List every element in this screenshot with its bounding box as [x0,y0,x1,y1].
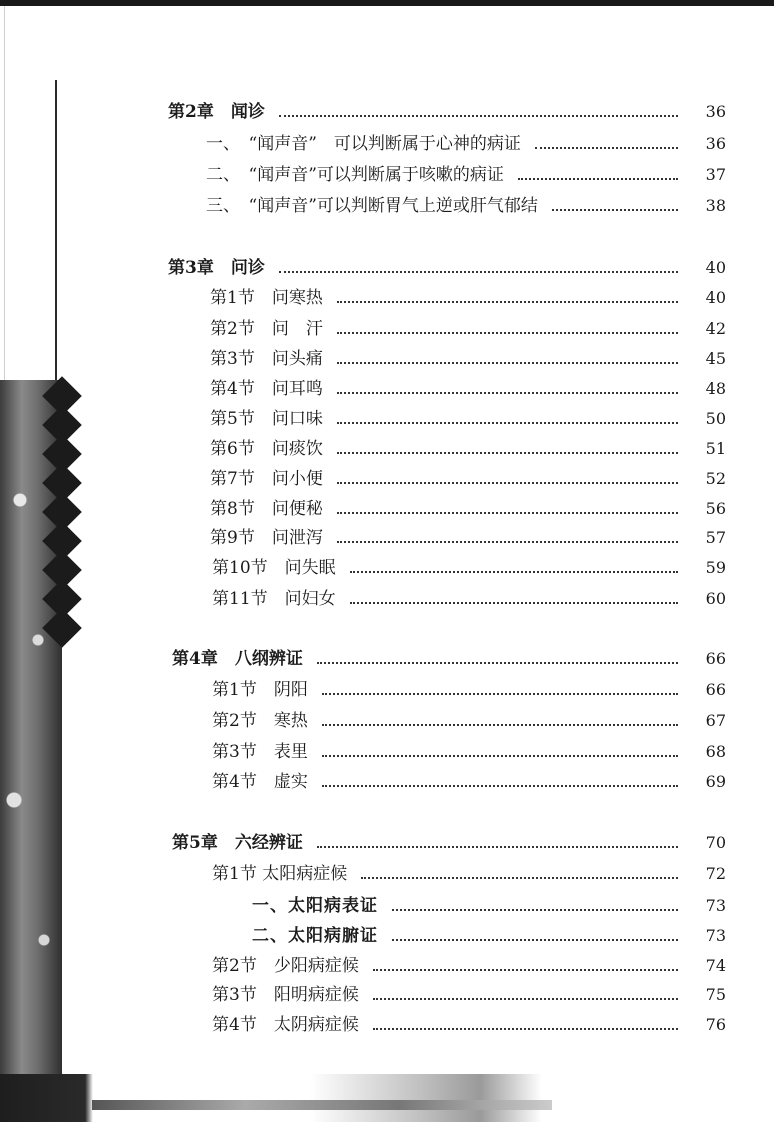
toc-label: 第3章 问诊 [168,258,265,278]
toc-label: 第10节 问失眠 [212,558,336,578]
toc-page-number: 48 [705,379,726,398]
decorative-vertical-line [55,80,57,400]
toc-page-number: 66 [705,649,726,668]
leader-dots [373,968,678,971]
toc-entry[interactable] [210,497,688,521]
toc-entry[interactable] [212,556,688,580]
toc-page-number: 60 [705,589,726,608]
toc-label: 第2节 少阳病症候 [212,956,359,976]
toc-page-number: 72 [705,864,726,883]
leader-dots [279,270,678,273]
toc-page-number: 68 [705,742,726,761]
toc-entry[interactable] [212,983,688,1007]
toc-page-number: 69 [705,772,726,791]
leader-dots [322,754,678,757]
toc-label: 第1节 太阳病症候 [212,864,348,884]
toc-page-number: 38 [705,196,726,215]
leader-dots [337,540,678,543]
toc-entry[interactable] [212,1013,688,1037]
toc-label: 第8节 问便秘 [210,499,323,519]
toc-entry[interactable] [210,317,688,341]
toc-page-number: 40 [705,258,726,277]
leader-dots [337,391,678,394]
leader-dots [518,177,678,180]
toc-label: 第3节 问头痛 [210,349,323,369]
toc-entry[interactable] [212,862,688,886]
toc-entry[interactable] [212,770,688,794]
toc-label: 第4节 问耳鸣 [210,379,323,399]
toc-page-number: 52 [705,469,726,488]
toc-label: 第2节 寒热 [212,711,308,731]
leader-dots [361,876,678,879]
toc-entry[interactable] [212,954,688,978]
toc-label: 一、 “闻声音” 可以判断属于心神的病证 [206,134,521,154]
toc-entry[interactable] [206,194,688,218]
leader-dots [337,331,678,334]
toc-page-number: 51 [705,439,726,458]
toc-entry[interactable] [212,678,688,702]
toc-label: 第4节 太阴病症候 [212,1015,359,1035]
toc-label: 第5章 六经辨证 [172,833,303,853]
toc-label: 第4节 虚实 [212,772,308,792]
leader-dots [373,1027,678,1030]
leader-dots [317,845,678,848]
toc-entry[interactable] [212,709,688,733]
toc-entry[interactable] [252,924,688,948]
toc-entry[interactable] [206,132,688,156]
leader-dots [337,481,678,484]
toc-page-number: 70 [705,833,726,852]
toc-label: 第3节 阳明病症候 [212,985,359,1005]
leader-dots [373,997,678,1000]
toc-entry[interactable] [210,526,688,550]
toc-page-number: 75 [705,985,726,1004]
toc-label: 第4章 八纲辨证 [172,649,303,669]
toc-entry-chapter-2[interactable] [168,100,688,124]
toc-page-number: 40 [705,288,726,307]
toc-page-number: 36 [705,134,726,153]
toc-page-number: 76 [705,1015,726,1034]
top-border [0,0,774,6]
leader-dots [392,938,678,941]
toc-entry[interactable] [252,894,688,918]
toc-page-number: 37 [705,165,726,184]
toc-label: 一、太阳病表证 [252,896,378,916]
leader-dots [337,511,678,514]
toc-label: 第9节 问泄泻 [210,528,323,548]
toc-page-number: 67 [705,711,726,730]
toc-entry[interactable] [206,163,688,187]
toc-page-number: 66 [705,680,726,699]
toc-page-number: 57 [705,528,726,547]
toc-label: 三、 “闻声音”可以判断胃气上逆或肝气郁结 [206,196,538,216]
toc-entry[interactable] [210,437,688,461]
toc-label: 第2节 问 汗 [210,319,323,339]
leader-dots [317,661,678,664]
leader-dots [337,421,678,424]
leader-dots [337,451,678,454]
toc-label: 第11节 问妇女 [212,589,336,609]
toc-page-number: 59 [705,558,726,577]
toc-label: 第1节 阴阳 [212,680,308,700]
toc-label: 第2章 闻诊 [168,102,265,122]
toc-entry-chapter-4[interactable] [172,647,688,671]
leader-dots [392,908,678,911]
toc-page-number: 74 [705,956,726,975]
leader-dots [322,692,678,695]
decorative-bottom-strip [0,1074,774,1122]
leader-dots [279,114,678,117]
toc-page-number: 50 [705,409,726,428]
leader-dots [322,723,678,726]
toc-entry-chapter-5[interactable] [172,831,688,855]
toc-entry[interactable] [210,467,688,491]
toc-label: 第6节 问痰饮 [210,439,323,459]
toc-label: 第5节 问口味 [210,409,323,429]
toc-label: 二、太阳病腑证 [252,926,378,946]
toc-entry[interactable] [210,347,688,371]
toc-page-number: 73 [705,926,726,945]
toc-label: 第1节 问寒热 [210,288,323,308]
toc-entry[interactable] [210,377,688,401]
leader-dots [337,300,678,303]
toc-label: 第3节 表里 [212,742,308,762]
leader-dots [350,601,678,604]
toc-page-number: 73 [705,896,726,915]
toc-page-number: 36 [705,102,726,121]
toc-entry[interactable] [210,407,688,431]
leader-dots [337,361,678,364]
leader-dots [535,146,678,149]
leader-dots [552,208,678,211]
toc-page-number: 45 [705,349,726,368]
decorative-bottom-bar [92,1100,552,1110]
toc-entry[interactable] [212,587,688,611]
toc-entry[interactable] [212,740,688,764]
toc-entry-chapter-3[interactable] [168,256,688,280]
leader-dots [350,570,678,573]
toc-page-number: 42 [705,319,726,338]
toc-entry[interactable] [210,286,688,310]
leader-dots [322,784,678,787]
toc-label: 第7节 问小便 [210,469,323,489]
toc-page-number: 56 [705,499,726,518]
toc-label: 二、 “闻声音”可以判断属于咳嗽的病证 [206,165,504,185]
